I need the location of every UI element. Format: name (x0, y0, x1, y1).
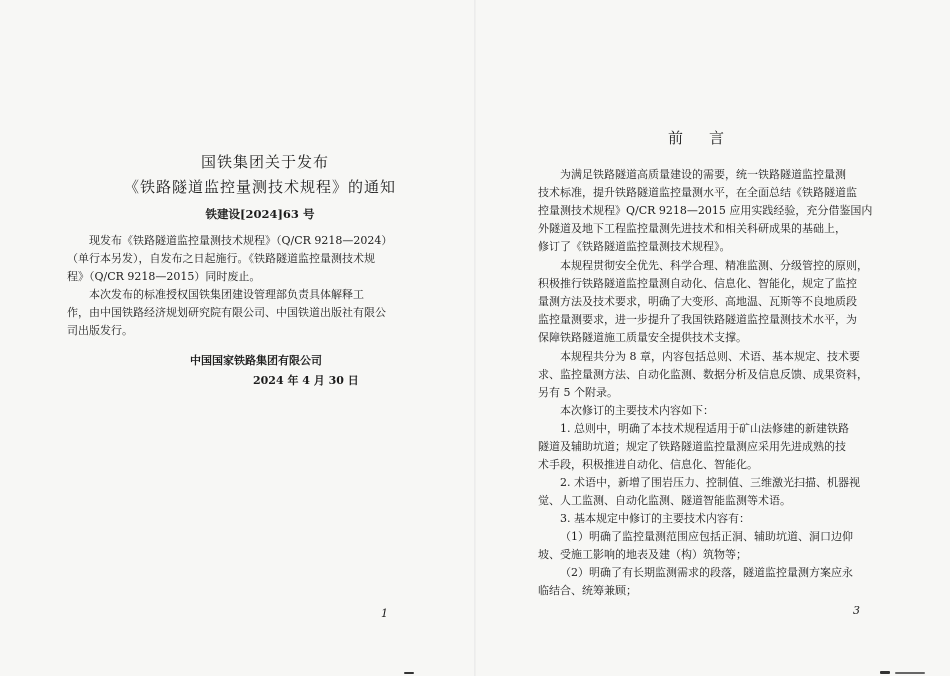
foreword-paragraph (538, 402, 878, 420)
text-line: 外隧道及地下工程监控量测先进技术和相关科研成果的基础上， (538, 222, 846, 235)
text-line: 本规程共分为 8 章，内容包括总则、术语、基本规定、技术要 (560, 350, 860, 363)
text-line: 控量测技术规程》Q/CR 9218—2015 应用实践经验，充分借鉴国内 (538, 204, 873, 217)
notice-paragraph-1 (67, 232, 407, 286)
text-line: 为满足铁路隧道高质量建设的需要，统一铁路隧道监控量测 (560, 168, 846, 181)
document-number: 铁建设[2024]63 号 (205, 207, 315, 221)
page-number-right: 3 (853, 604, 860, 617)
text-line: 现发布《铁路隧道监控量测技术规程》（Q/CR 9218—2024） (89, 234, 393, 247)
text-line: 本次发布的标准授权国铁集团建设管理部负责具体解释工 (89, 288, 364, 301)
foreword-paragraph (538, 564, 878, 600)
text-line: 保障铁路隧道施工质量安全提供技术支撑。 (538, 331, 747, 344)
text-line: 本次修订的主要技术内容如下： (560, 404, 714, 417)
foreword-paragraph (538, 166, 878, 256)
text-line: 修订了《铁路隧道监控量测技术规程》。 (538, 240, 731, 253)
foreword-paragraph (538, 420, 878, 474)
text-line: 觉、人工监测、自动化监测、隧道智能监测等术语。 (538, 494, 791, 507)
text-line: 3. 基本规定中修订的主要技术内容有： (560, 512, 750, 525)
text-line: 技术标准，提升铁路隧道监控量测水平，在全面总结《铁路隧道监 (538, 186, 857, 199)
text-line: 另有 5 个附录。 (538, 386, 618, 399)
text-line: 作，由中国铁路经济规划研究院有限公司、中国铁道出版社有限公 (67, 306, 386, 319)
notice-title-line1: 国铁集团关于发布 (200, 153, 329, 171)
foreword-paragraph (538, 257, 878, 347)
foreword-heading: 前言 (668, 129, 751, 147)
text-line: （单行本另发），自发布之日起施行。《铁路隧道监控量测技术规 (67, 252, 375, 265)
foreword-paragraph (538, 528, 878, 564)
foreword-paragraph (538, 348, 878, 402)
notice-paragraph-2 (67, 286, 407, 340)
text-line: （2）明确了有长期监测需求的段落，隧道监控量测方案应永 (560, 566, 853, 579)
issuer-name: 中国国家铁路集团有限公司 (190, 354, 322, 367)
issue-date: 2024 年 4 月 30 日 (253, 374, 359, 387)
text-line: 求、监控量测方法、自动化监测、数据分析及信息反馈、成果资料， (538, 368, 868, 381)
text-line: 1. 总则中，明确了本技术规程适用于矿山法修建的新建铁路 (560, 422, 849, 435)
scan-mark (404, 672, 414, 674)
text-line: 司出版发行。 (67, 324, 133, 337)
text-line: 积极推行铁路隧道监控量测自动化、信息化、智能化，规定了监控 (538, 277, 857, 290)
text-line: 临结合、统筹兼顾； (538, 584, 637, 597)
page-number-left: 1 (381, 607, 388, 620)
text-line: 量测方法及技术要求，明确了大变形、高地温、瓦斯等不良地质段 (538, 295, 857, 308)
scan-mark (895, 672, 925, 674)
text-line: 术手段，积极推进自动化、信息化、智能化。 (538, 458, 758, 471)
text-line: 程》（Q/CR 9218—2015）同时废止。 (67, 270, 261, 283)
scan-mark (880, 671, 890, 674)
text-line: 监控量测要求，进一步提升了我国铁路隧道监控量测技术水平，为 (538, 313, 857, 326)
text-line: （1）明确了监控量测范围应包括正洞、辅助坑道、洞口边仰 (560, 530, 853, 543)
text-line: 2. 术语中，新增了围岩压力、控制值、三维激光扫描、机器视 (560, 476, 860, 489)
foreword-paragraph (538, 474, 878, 510)
text-line: 坡、受施工影响的地表及建（构）筑物等； (538, 548, 747, 561)
text-line: 本规程贯彻安全优先、科学合理、精准监测、分级管控的原则， (560, 259, 868, 272)
text-line: 隧道及辅助坑道；规定了铁路隧道监控量测应采用先进成熟的技 (538, 440, 846, 453)
notice-title-line2: 《铁路隧道监控量测技术规程》的通知 (123, 178, 396, 196)
foreword-paragraph (538, 510, 878, 528)
